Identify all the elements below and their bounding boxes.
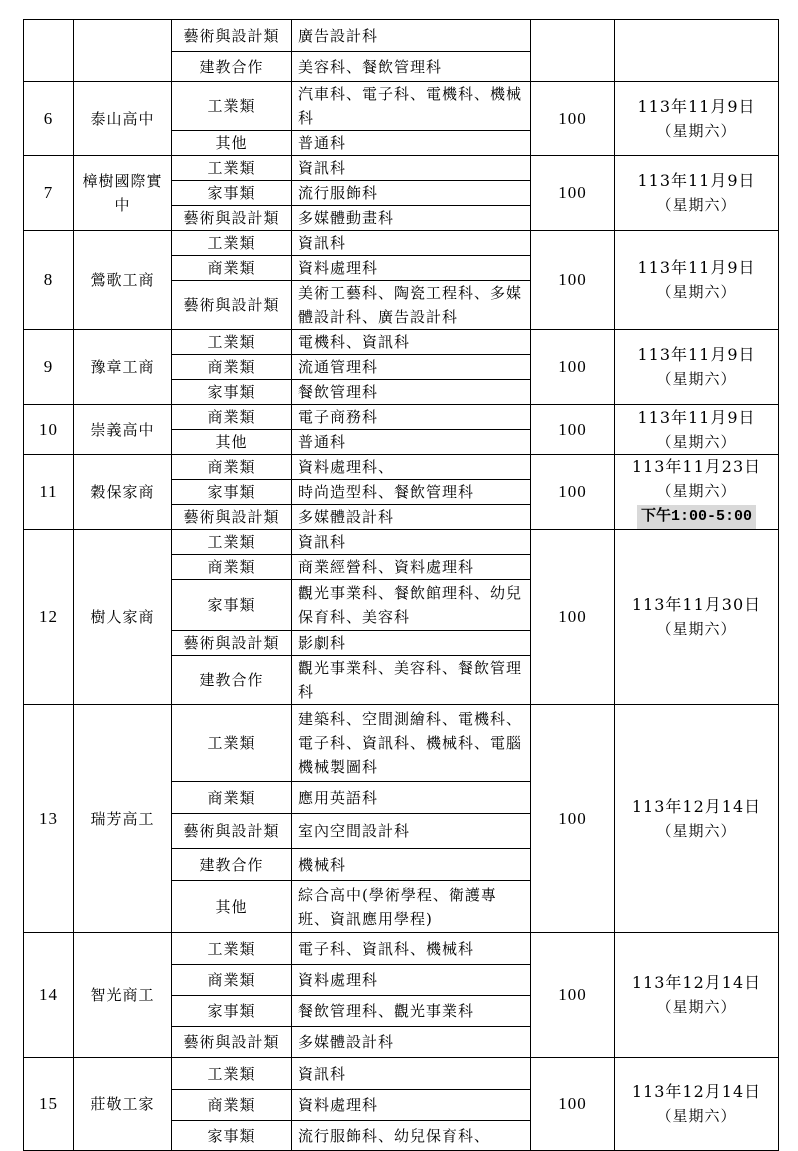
event-weekday: （星期六） [656,283,737,301]
quota-cell [531,20,615,82]
school-schedule-table [23,19,779,1151]
table-row [24,933,779,965]
department-cell: 資料處理科、 [292,455,531,480]
department-cell: 廣告設計科 [292,20,531,52]
category-cell: 工業類 [172,156,292,181]
event-weekday: （星期六） [656,196,737,214]
department-cell: 汽車科、電子科、電機科、機械科 [292,82,531,131]
date-cell [615,330,779,405]
date-cell [615,530,779,705]
table-row [24,231,779,256]
category-cell: 建教合作 [172,656,292,705]
date-cell [615,82,779,156]
category-cell: 其他 [172,131,292,156]
event-date: 113年11月9日 [637,96,756,116]
event-date: 113年11月9日 [637,171,756,190]
date-cell [615,156,779,231]
category-cell: 藝術與設計類 [172,814,292,849]
department-cell: 建築科、空間測繪科、電機科、電子科、資訊科、機械科、電腦機械製圖科 [292,705,531,782]
table-row [24,530,779,555]
date-cell [615,455,779,530]
category-cell: 藝術與設計類 [172,20,292,52]
category-cell: 工業類 [172,231,292,256]
department-cell: 電機科、資訊科 [292,330,531,355]
event-date: 113年11月23日 [631,457,762,476]
department-cell: 普通科 [292,131,531,156]
school-name: 莊敬工家 [74,1058,172,1151]
category-cell: 家事類 [172,480,292,505]
school-number: 14 [24,933,74,1058]
quota-cell: 100 [531,82,615,156]
quota-cell: 100 [531,530,615,705]
school-number: 15 [24,1058,74,1151]
category-cell: 藝術與設計類 [172,206,292,231]
department-cell: 資訊科 [292,1058,531,1090]
school-number: 10 [24,405,74,455]
department-cell: 影劇科 [292,631,531,656]
event-date: 113年11月9日 [637,345,756,364]
table-row [24,705,779,782]
school-name: 豫章工商 [74,330,172,405]
table-row [24,1058,779,1090]
event-weekday: （星期六） [656,1107,737,1125]
category-cell: 藝術與設計類 [172,631,292,656]
category-cell: 家事類 [172,181,292,206]
event-date: 113年12月14日 [631,1082,762,1101]
date-cell [615,933,779,1058]
school-name: 崇義高中 [74,405,172,455]
event-date: 113年12月14日 [631,796,762,816]
school-name [74,20,172,82]
table-row [24,330,779,355]
quota-cell: 100 [531,455,615,530]
event-weekday: （星期六） [656,998,737,1016]
category-cell: 工業類 [172,933,292,965]
school-name: 鶯歌工商 [74,231,172,330]
department-cell: 資料處理科 [292,256,531,281]
category-cell: 商業類 [172,405,292,430]
category-cell: 工業類 [172,530,292,555]
quota-cell: 100 [531,231,615,330]
school-name: 瑞芳高工 [74,705,172,933]
category-cell: 商業類 [172,355,292,380]
school-name: 智光商工 [74,933,172,1058]
category-cell: 商業類 [172,455,292,480]
category-cell: 家事類 [172,1121,292,1151]
date-cell [615,20,779,82]
category-cell: 工業類 [172,82,292,131]
department-cell: 流通管理科 [292,355,531,380]
department-cell: 電子科、資訊科、機械科 [292,933,531,965]
category-cell: 其他 [172,881,292,933]
school-number: 13 [24,705,74,933]
quota-cell: 100 [531,933,615,1058]
school-name: 樟樹國際實中 [74,156,172,231]
department-cell: 時尚造型科、餐飲管理科 [292,480,531,505]
quota-cell: 100 [531,156,615,231]
department-cell: 資訊科 [292,530,531,555]
category-cell: 工業類 [172,330,292,355]
category-cell: 藝術與設計類 [172,1027,292,1058]
department-cell: 美術工藝科、陶瓷工程科、多媒體設計科、廣告設計科 [292,281,531,330]
table-row [24,405,779,430]
table-row [24,20,779,52]
department-cell: 觀光事業科、餐飲館理科、幼兒保育科、美容科 [292,580,531,631]
event-weekday: （星期六） [656,482,737,500]
school-number: 9 [24,330,74,405]
category-cell: 建教合作 [172,52,292,82]
department-cell: 電子商務科 [292,405,531,430]
event-weekday: （星期六） [656,370,737,388]
school-number: 7 [24,156,74,231]
table-row [24,156,779,181]
table-body [24,20,779,1151]
department-cell: 餐飲管理科 [292,380,531,405]
quota-cell: 100 [531,330,615,405]
department-cell: 資料處理科 [292,1090,531,1121]
school-name: 泰山高中 [74,82,172,156]
department-cell: 流行服飾科、幼兒保育科、 [292,1121,531,1151]
school-number: 11 [24,455,74,530]
department-cell: 綜合高中(學術學程、衛護專班、資訊應用學程) [292,881,531,933]
school-name: 穀保家商 [74,455,172,530]
department-cell: 流行服飾科 [292,181,531,206]
category-cell: 商業類 [172,1090,292,1121]
event-date: 113年11月9日 [637,407,756,427]
table-row [24,82,779,131]
category-cell: 工業類 [172,705,292,782]
school-number: 8 [24,231,74,330]
event-time: 下午1:00-5:00 [637,505,756,529]
event-date: 113年12月14日 [631,973,762,992]
category-cell: 商業類 [172,782,292,814]
school-number [24,20,74,82]
department-cell: 應用英語科 [292,782,531,814]
date-cell [615,231,779,330]
department-cell: 多媒體設計科 [292,1027,531,1058]
department-cell: 餐飲管理科、觀光事業科 [292,996,531,1027]
category-cell: 商業類 [172,965,292,996]
category-cell: 家事類 [172,580,292,631]
department-cell: 室內空間設計科 [292,814,531,849]
department-cell: 普通科 [292,430,531,455]
category-cell: 工業類 [172,1058,292,1090]
date-cell [615,1058,779,1151]
table-row [24,455,779,480]
quota-cell: 100 [531,1058,615,1151]
event-weekday: （星期六） [656,121,737,140]
department-cell: 觀光事業科、美容科、餐飲管理科 [292,656,531,705]
event-date: 113年11月30日 [631,595,762,614]
department-cell: 資訊科 [292,156,531,181]
category-cell: 藝術與設計類 [172,281,292,330]
date-cell [615,705,779,933]
date-cell [615,405,779,455]
department-cell: 商業經營科、資料處理科 [292,555,531,580]
quota-cell: 100 [531,705,615,933]
school-name: 樹人家商 [74,530,172,705]
category-cell: 家事類 [172,996,292,1027]
event-date: 113年11月9日 [637,258,756,277]
school-number: 12 [24,530,74,705]
department-cell: 美容科、餐飲管理科 [292,52,531,82]
department-cell: 資訊科 [292,231,531,256]
category-cell: 建教合作 [172,849,292,881]
department-cell: 多媒體設計科 [292,505,531,530]
department-cell: 多媒體動畫科 [292,206,531,231]
category-cell: 家事類 [172,380,292,405]
category-cell: 商業類 [172,555,292,580]
department-cell: 機械科 [292,849,531,881]
category-cell: 藝術與設計類 [172,505,292,530]
category-cell: 商業類 [172,256,292,281]
event-weekday: （星期六） [656,821,737,840]
event-weekday: （星期六） [656,432,737,451]
category-cell: 其他 [172,430,292,455]
school-number: 6 [24,82,74,156]
quota-cell: 100 [531,405,615,455]
event-weekday: （星期六） [656,620,737,638]
department-cell: 資料處理科 [292,965,531,996]
